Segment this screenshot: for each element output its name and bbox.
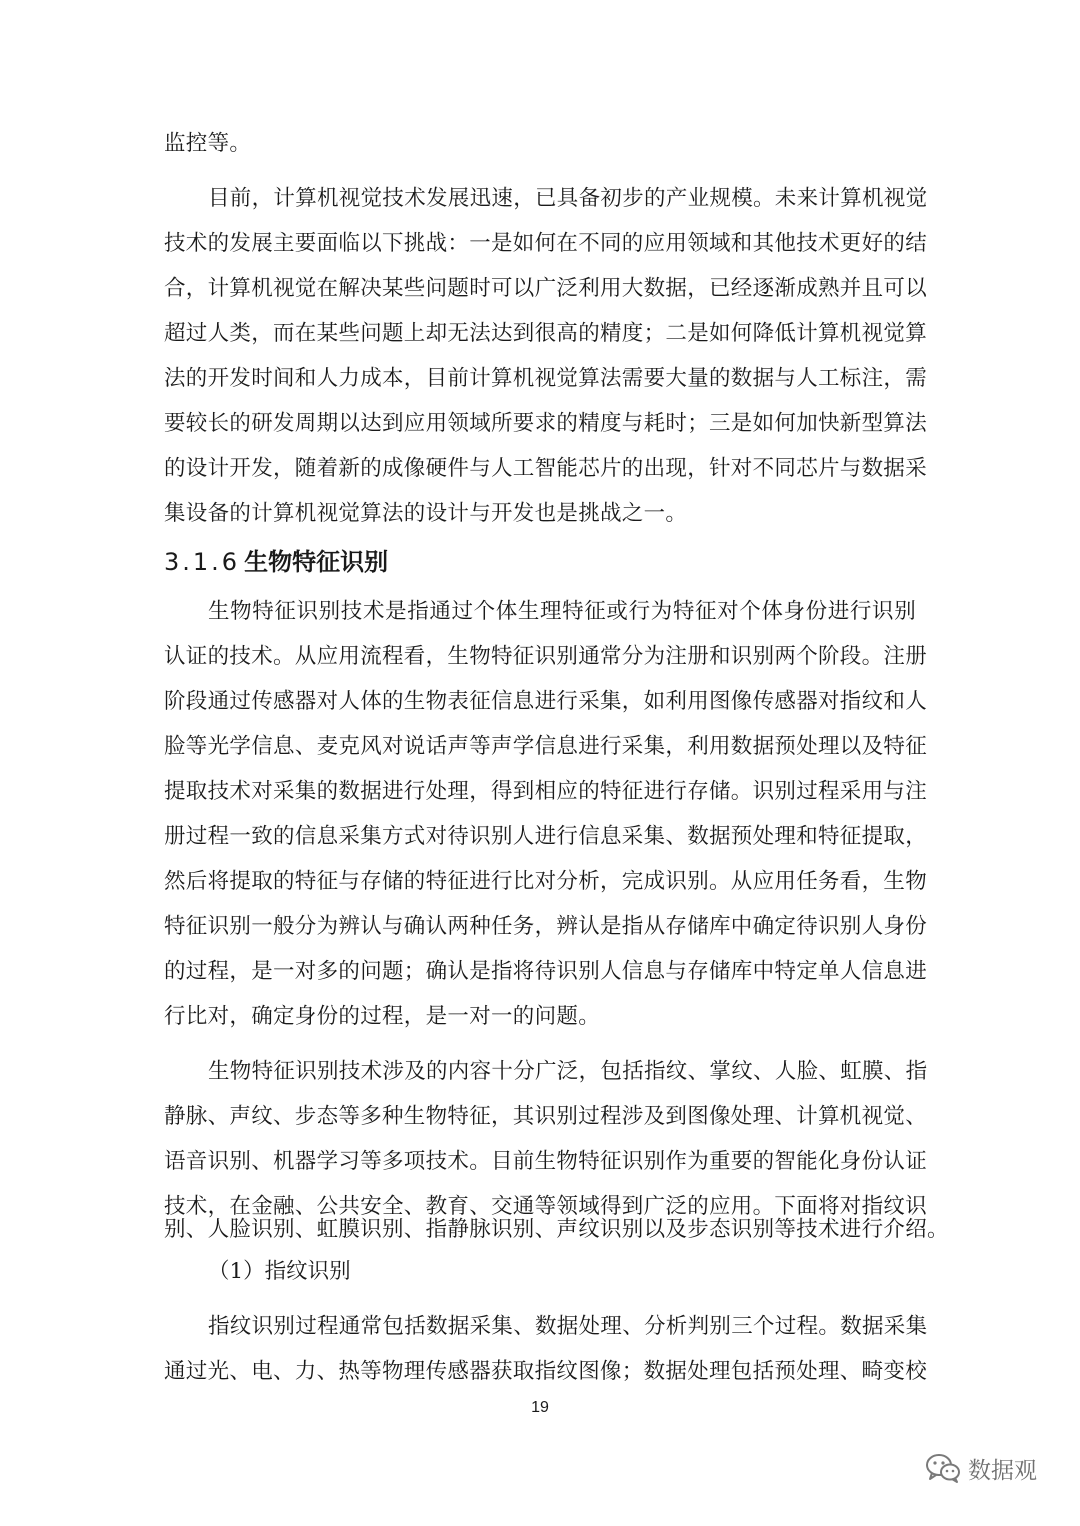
- section-number: 3.1.6: [164, 548, 241, 576]
- paragraph-line: 脸等光学信息、麦克风对说话声等声学信息进行采集，利用数据预处理以及特征: [164, 734, 928, 759]
- paragraph-line: 语音识别、机器学习等多项技术。目前生物特征识别作为重要的智能化身份认证: [164, 1149, 928, 1174]
- section-heading: [164, 540, 388, 584]
- paragraph-line: 生物特征识别技术涉及的内容十分广泛，包括指纹、掌纹、人脸、虹膜、指: [208, 1059, 928, 1084]
- paragraph-line: 法的开发时间和人力成本，目前计算机视觉算法需要大量的数据与人工标注，需: [164, 366, 928, 391]
- paragraph-line: 生物特征识别技术是指通过个体生理特征或行为特征对个体身份进行识别: [208, 599, 916, 624]
- paragraph-line: 行比对，确定身份的过程，是一对一的问题。: [164, 1004, 601, 1029]
- watermark-text: 数据观: [968, 1457, 1037, 1484]
- watermark: [924, 1450, 1037, 1486]
- paragraph-line: 超过人类，而在某些问题上却无法达到很高的精度；二是如何降低计算机视觉算: [164, 321, 928, 346]
- wechat-icon: [924, 1452, 962, 1484]
- paragraph-line: 特征识别一般分为辨认与确认两种任务，辨认是指从存储库中确定待识别人身份: [164, 914, 928, 939]
- paragraph-line: 阶段通过传感器对人体的生物表征信息进行采集，如利用图像传感器对指纹和人: [164, 689, 928, 714]
- paragraph-line: 的设计开发，随着新的成像硬件与人工智能芯片的出现，针对不同芯片与数据采: [164, 456, 928, 481]
- paragraph-line: 提取技术对采集的数据进行处理，得到相应的特征进行存储。识别过程采用与注: [164, 779, 928, 804]
- section-title: 生物特征识别: [244, 548, 389, 576]
- paragraph-line: 别、人脸识别、虹膜识别、指静脉识别、声纹识别以及步态识别等技术进行介绍。: [164, 1217, 949, 1242]
- paragraph-line: 静脉、声纹、步态等多种生物特征，其识别过程涉及到图像处理、计算机视觉、: [164, 1104, 928, 1129]
- paragraph-line: 的过程，是一对多的问题；确认是指将待识别人信息与存储库中特定单人信息进: [164, 959, 928, 984]
- paragraph-line: 指纹识别过程通常包括数据采集、数据处理、分析判别三个过程。数据采集: [208, 1314, 928, 1339]
- page-number: 19: [531, 1399, 549, 1416]
- paragraph-line: 技术，在金融、公共安全、教育、交通等领域得到广泛的应用。下面将对指纹识: [164, 1194, 928, 1219]
- subheading: （1）指纹识别: [208, 1259, 351, 1284]
- paragraph-line: 通过光、电、力、热等物理传感器获取指纹图像；数据处理包括预处理、畸变校: [164, 1359, 928, 1384]
- paragraph-line: 认证的技术。从应用流程看，生物特征识别通常分为注册和识别两个阶段。注册: [164, 644, 928, 669]
- paragraph-line: 合，计算机视觉在解决某些问题时可以广泛利用大数据，已经逐渐成熟并且可以: [164, 276, 928, 301]
- paragraph-line: 要较长的研发周期以达到应用领域所要求的精度与耗时；三是如何加快新型算法: [164, 411, 928, 436]
- paragraph-line: 监控等。: [164, 131, 252, 156]
- paragraph-line: 目前，计算机视觉技术发展迅速，已具备初步的产业规模。未来计算机视觉: [208, 186, 928, 211]
- paragraph-line: 技术的发展主要面临以下挑战：一是如何在不同的应用领域和其他技术更好的结: [164, 231, 928, 256]
- paragraph-line: 然后将提取的特征与存储的特征进行比对分析，完成识别。从应用任务看，生物: [164, 869, 928, 894]
- paragraph-line: 册过程一致的信息采集方式对待识别人进行信息采集、数据预处理和特征提取，: [164, 824, 928, 849]
- paragraph-line: 集设备的计算机视觉算法的设计与开发也是挑战之一。: [164, 501, 688, 526]
